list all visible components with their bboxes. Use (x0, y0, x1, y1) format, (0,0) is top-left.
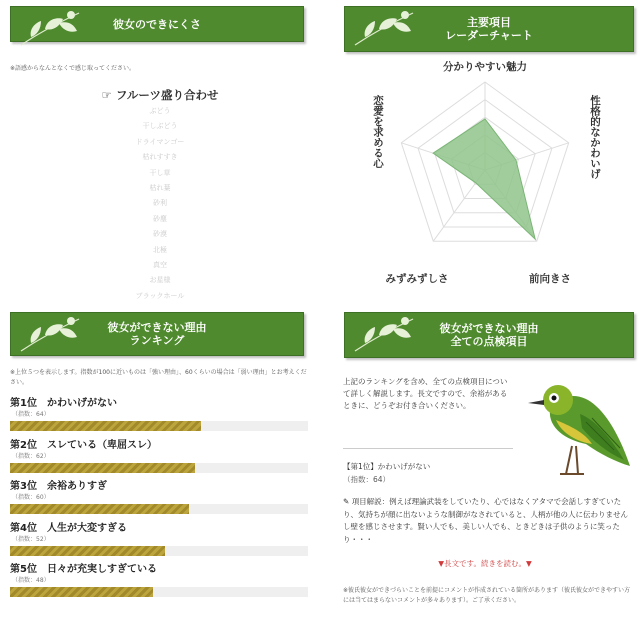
radar-axis-label: 前向きさ (529, 273, 571, 285)
ranking-bar-track (10, 463, 308, 473)
difficulty-option: 干し草 (149, 168, 171, 177)
radar-axis-label: みずみずしさ (385, 273, 449, 285)
ranking-bar-track (10, 504, 308, 514)
selector-title-text: フルーツ盛り合わせ (115, 88, 219, 102)
ranking-score: （指数：62） (12, 452, 50, 460)
ranking-score: （指数：64） (12, 411, 50, 418)
radar-title-line2: レーダーチャート (445, 29, 533, 42)
pencil-icon: ✎ (343, 497, 350, 506)
ranking-label: 第3位 余裕ありすぎ (10, 481, 107, 492)
pointing-hand-icon: ☞ (101, 88, 112, 102)
ranking-item (10, 397, 310, 431)
radar-axis-label: 性格的なかわいげ (589, 95, 601, 179)
difficulty-option: 砂漠 (153, 230, 167, 239)
check-items-banner (344, 312, 634, 358)
ranking-bar-fill (10, 504, 189, 514)
ranking-item (10, 439, 310, 473)
check-item-explanation-text: 項目解説：例えば理論武装をしていたり、心ではなくアタマで会話しすぎていたり、気持ちが顔に出ないような制御がなされていると、人柄が他の人に伝わりませんし壁を感じさせます。賢い人でも、美しい人でも、ときどきは子供のように笑ったり・・・ (343, 497, 628, 544)
difficulty-option: ぶどう (149, 107, 171, 115)
leaf-decoration-icon (353, 7, 423, 47)
ranking-label: 第4位 人生が大変すぎる (10, 522, 127, 534)
ranking-item (10, 480, 310, 514)
difficulty-option: 枯れすすき (142, 153, 178, 162)
difficulty-title: 彼女のできにくさ (113, 17, 201, 31)
ranking-item (10, 522, 310, 556)
check-item-name: 【第1位】かわいげがない (343, 462, 431, 471)
radar-axis-label: 恋愛を求める心 (372, 95, 384, 169)
ranking-banner (10, 312, 304, 356)
ranking-bar-track (10, 421, 308, 431)
ranking-label: 第2位 スレている（卑屈スレ） (10, 439, 157, 451)
difficulty-banner (10, 6, 304, 42)
selector-title[interactable] (0, 87, 320, 103)
check-item-score: （指数：64） (343, 475, 391, 484)
read-more-link[interactable]: ▼長文です。続きを読む。▼ (438, 559, 532, 568)
panel-difficulty (0, 0, 320, 305)
difficulty-note: ※語感からなんとなくで感じ取ってください。 (10, 65, 136, 72)
check-items-title-line1: 彼女ができない理由 (439, 322, 539, 335)
divider (343, 448, 513, 449)
difficulty-option: お星様 (149, 276, 171, 285)
difficulty-option: 真空 (153, 260, 167, 269)
leaf-decoration-icon (353, 313, 423, 353)
difficulty-option: ブラックホール (135, 291, 185, 300)
ranking-score: （指数：60） (12, 494, 50, 501)
difficulty-option: 枯れ葉 (149, 183, 171, 192)
difficulty-option: 砂利 (153, 199, 167, 208)
ranking-bar-track (10, 587, 308, 597)
difficulty-option: 砂塵 (153, 214, 167, 223)
difficulty-option-list (0, 104, 320, 304)
ranking-score: （指数：52） (12, 535, 50, 543)
ranking-score: （指数：48） (12, 577, 50, 584)
leaf-decoration-icon (19, 7, 89, 47)
ranking-bar-fill (10, 546, 165, 556)
ranking-title-line2: ランキング (129, 334, 185, 347)
ranking-note: ※上位５つを表示します。指数が100に近いものは「強い理由」、60くらいの場合は「弱い理由」とお考えください。 (10, 369, 307, 386)
white-eye-bird-illustration (520, 370, 632, 480)
ranking-bar-fill (10, 587, 153, 597)
ranking-item (10, 563, 310, 597)
check-item-explanation (343, 496, 633, 546)
check-items-title-line2: 全ての点検項目 (450, 335, 528, 348)
ranking-title-line1: 彼女ができない理由 (107, 321, 207, 334)
radar-banner (344, 6, 634, 52)
ranking-label: 第5位 日々が充実しすぎている (10, 564, 157, 575)
check-items-intro: 上記のランキングを含め、全ての点検項目について詳しく解説します。長文ですので、余裕があるときに、どうぞお付き合いください。 (343, 377, 508, 410)
difficulty-option: 北極 (153, 245, 167, 254)
difficulty-option: 干しぶどう (142, 122, 178, 131)
radar-chart (330, 55, 640, 305)
check-items-footer-note: ※彼氏彼女ができづらいことを前提にコメントが作成されている箇所があります（彼氏彼女ができやすい方には当てはまらないコメントが多々あります）。ご了承ください。 (343, 587, 631, 604)
panel-ranking (0, 308, 320, 617)
radar-title-line1: 主要項目 (467, 16, 511, 29)
ranking-label: 第1位 かわいげがない (10, 398, 117, 409)
leaf-decoration-icon (19, 313, 89, 353)
ranking-bar-fill (10, 421, 201, 431)
panel-check-items (330, 308, 640, 617)
ranking-bar-fill (10, 463, 195, 473)
ranking-bar-track (10, 546, 308, 556)
radar-axis-label: 分かりやすい魅力 (443, 61, 527, 73)
panel-radar (330, 0, 640, 305)
difficulty-option: ドライマンゴー (135, 137, 185, 146)
